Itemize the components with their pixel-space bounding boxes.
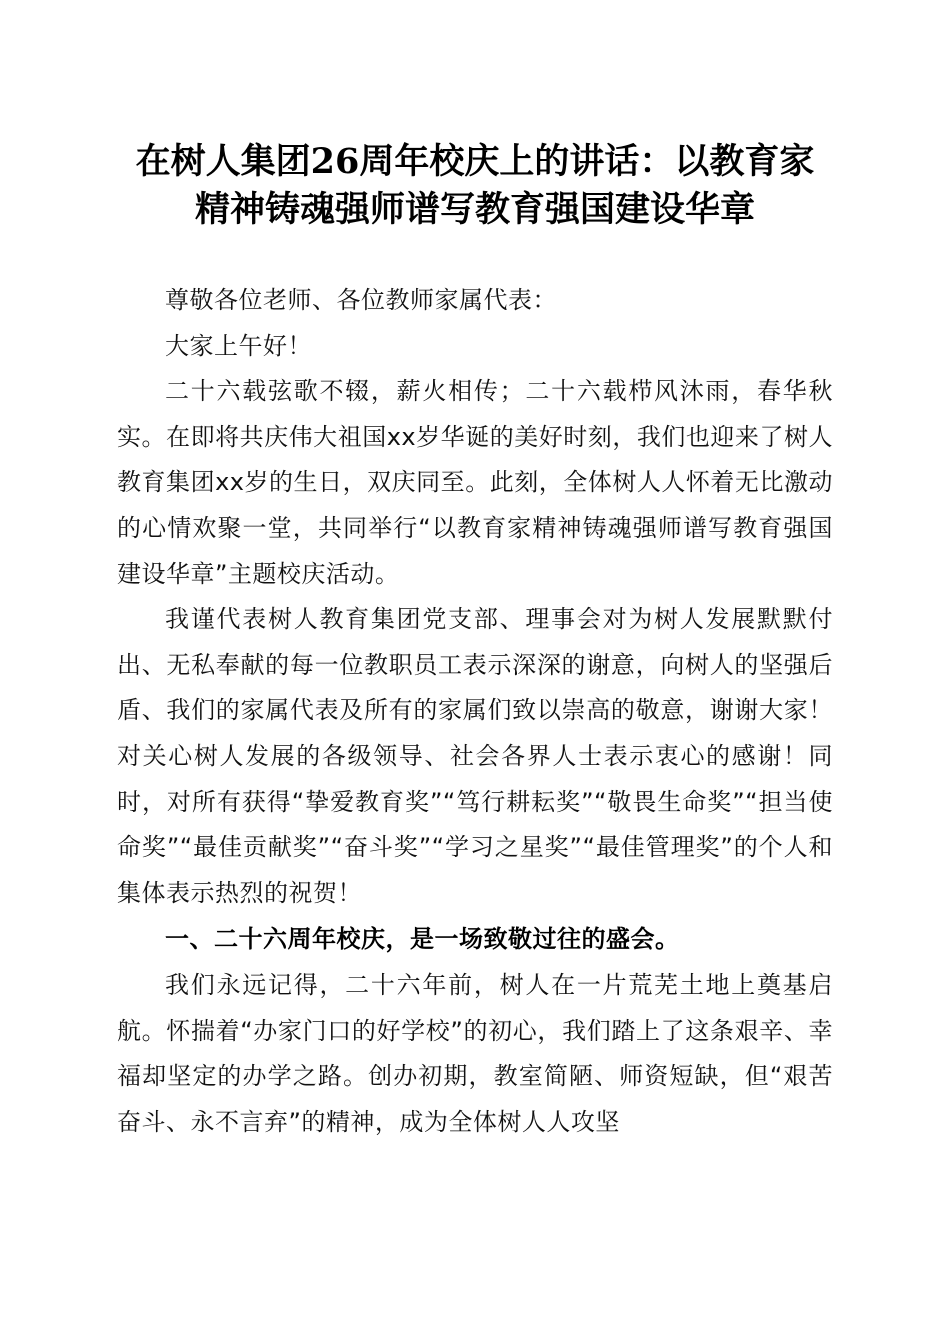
document-title bbox=[110, 138, 840, 234]
paragraph-opening: 二十六载弦歌不辍，薪火相传；二十六载栉风沐雨，春华秋实。在即将共庆伟大祖国xx岁华诞的美好时刻，我们也迎来了树人教育集团xx岁的生日，双庆同至。此刻，全体树人人怀着无比激动的心情欢聚一堂，共同举行“以教育家精神铸魂强师谱写教育强国建设华章”主题校庆活动。 bbox=[117, 377, 833, 588]
paragraph-thanks: 我谨代表树人教育集团党支部、理事会对为树人发展默默付出、无私奉献的每一位教职员工表示深深的谢意，向树人的坚强后盾、我们的家属代表及所有的家属们致以崇高的敬意，谢谢大家！对关心树人发展的各级领导、社会各界人士表示衷心的感谢！同时，对所有获得“挚爱教育奖”“笃行耕耘奖”“敬畏生命奖”“担当使命奖”“最佳贡献奖”“奋斗奖”“学习之星奖”“最佳管理奖”的个人和集体表示热烈的祝贺！ bbox=[117, 605, 833, 907]
title-line-1: 在树人集团26周年校庆上的讲话：以教育家 bbox=[135, 141, 815, 182]
document-body bbox=[117, 278, 833, 1145]
salutation: 尊敬各位老师、各位教师家属代表： bbox=[165, 286, 557, 314]
greeting: 大家上午好！ bbox=[165, 331, 312, 360]
title-line-2: 精神铸魂强师谱写教育强国建设华章 bbox=[194, 189, 755, 230]
section-heading: 一、二十六周年校庆，是一场致敬过往的盛会。 bbox=[165, 925, 680, 954]
section-paragraph: 我们永远记得，二十六年前，树人在一片荒芜土地上奠基启航。怀揣着“办家门口的好学校”的初心，我们踏上了这条艰辛、幸福却坚定的办学之路。创办初期，教室简陋、师资短缺，但“艰苦奋斗、永不言弃”的精神，成为全体树人人攻坚 bbox=[117, 970, 833, 1136]
